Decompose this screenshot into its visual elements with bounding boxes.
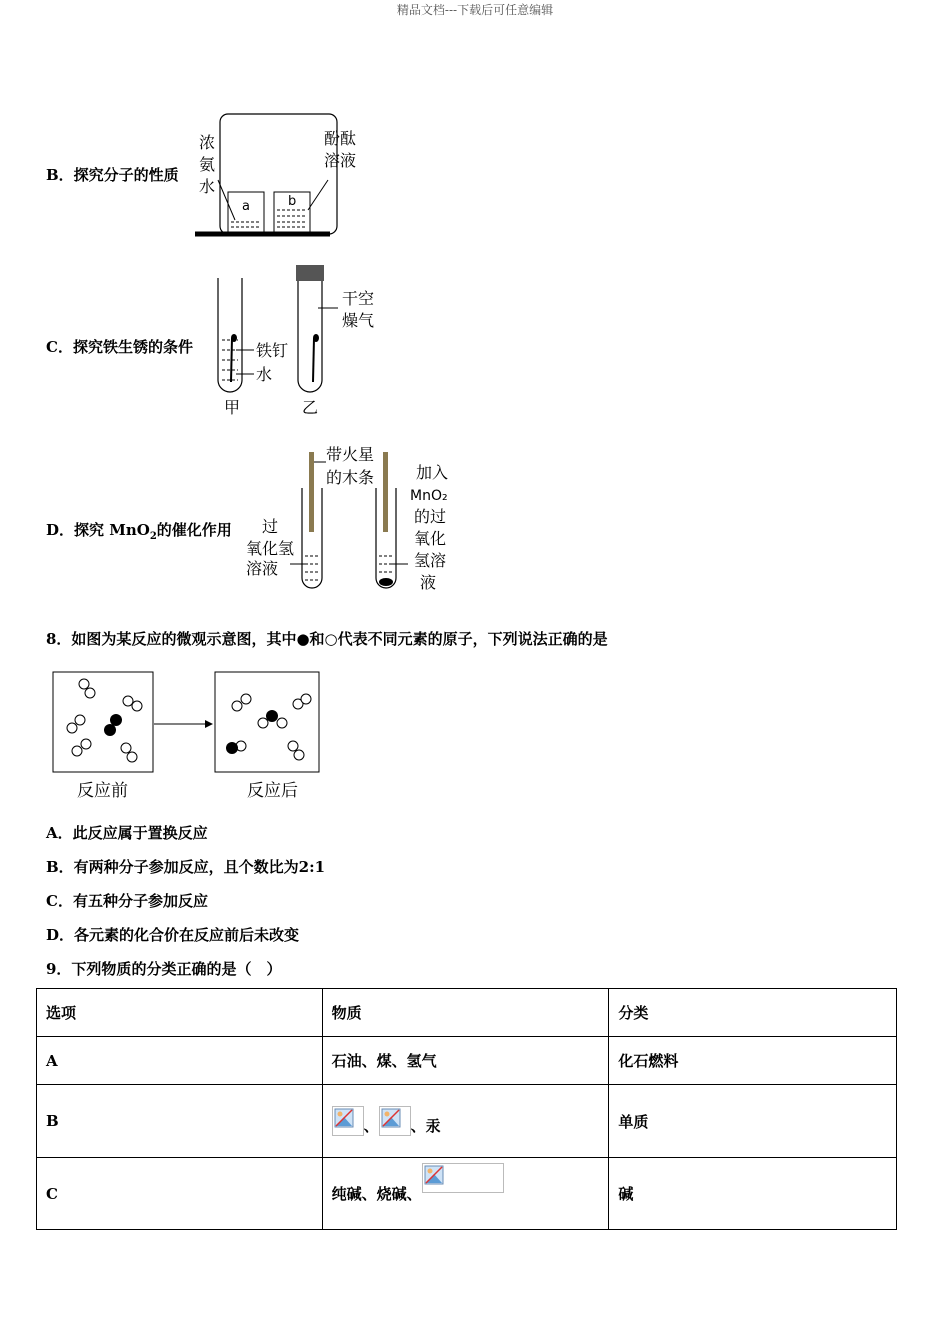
classification-table: [36, 988, 897, 1230]
svg-text:溶液: 溶液: [324, 151, 357, 170]
option-cell: A: [37, 1037, 323, 1085]
reaction-micro-figure: [50, 668, 330, 804]
svg-text:溶液: 溶液: [246, 559, 279, 578]
q9-stem: 9．下列物质的分类正确的是（ ）: [46, 960, 282, 978]
svg-text:的木条: 的木条: [326, 468, 375, 487]
svg-text:乙: 乙: [302, 398, 319, 417]
q8-stem: 8．如图为某反应的微观示意图，其中●和○代表不同元素的原子，下列说法正确的是: [46, 630, 608, 648]
option-cell: C: [37, 1158, 323, 1230]
class-cell: 单质: [609, 1085, 897, 1158]
molecule-diffusion-figure: [190, 110, 370, 240]
header-cell: 物质: [322, 989, 609, 1037]
substance-cell: 、 、汞: [322, 1085, 609, 1158]
broken-image-icon: [332, 1106, 364, 1136]
svg-text:氧化: 氧化: [414, 529, 447, 548]
svg-text:铁钉: 铁钉: [256, 341, 289, 360]
svg-text:甲: 甲: [224, 398, 241, 417]
substance-cell: 纯碱、烧碱、: [322, 1158, 609, 1230]
svg-text:氧化氢: 氧化氢: [246, 539, 295, 558]
iron-rust-figure: [210, 262, 400, 420]
broken-image-icon: [422, 1163, 504, 1193]
svg-text:的过: 的过: [414, 507, 447, 526]
option-cell: B: [37, 1085, 323, 1158]
svg-text:过: 过: [262, 517, 279, 536]
svg-text:液: 液: [420, 573, 437, 592]
class-cell: 化石燃料: [609, 1037, 897, 1085]
table-row: [37, 1158, 897, 1230]
q8-option-d: D．各元素的化合价在反应前后未改变: [46, 926, 300, 944]
svg-text:加入: 加入: [416, 463, 449, 482]
svg-text:浓: 浓: [199, 133, 216, 152]
table-row: [37, 1037, 897, 1085]
q7-option-c: C．探究铁生锈的条件: [46, 338, 193, 356]
q7-option-d: D．探究 MnO$_2$的催化作用: [46, 521, 232, 542]
q8-option-a: A．此反应属于置换反应: [46, 824, 208, 842]
svg-text:燥气: 燥气: [342, 311, 375, 330]
beaker-a-label: a: [242, 199, 250, 214]
svg-text:带火星: 带火星: [326, 445, 375, 464]
mno2-catalysis-figure: [242, 440, 462, 596]
svg-text:干空: 干空: [342, 289, 375, 308]
substance-cell: 石油、煤、氢气: [322, 1037, 609, 1085]
svg-text:氢溶: 氢溶: [414, 551, 447, 570]
table-header-row: [37, 989, 897, 1037]
q8-option-c: C．有五种分子参加反应: [46, 892, 208, 910]
svg-text:水: 水: [199, 177, 216, 196]
svg-text:酚酞: 酚酞: [324, 129, 357, 148]
svg-text:水: 水: [256, 365, 273, 384]
svg-text:反应后: 反应后: [247, 781, 298, 801]
broken-image-icon: [379, 1106, 411, 1136]
svg-text:MnO₂: MnO₂: [410, 488, 448, 504]
class-cell: 碱: [609, 1158, 897, 1230]
beaker-b-label: b: [288, 194, 297, 209]
q8-option-b: B．有两种分子参加反应，且个数比为2:1: [46, 858, 326, 876]
svg-text:氨: 氨: [199, 155, 216, 174]
page-header: 精品文档---下载后可任意编辑: [396, 3, 554, 17]
header-cell: 选项: [37, 989, 323, 1037]
q7-option-b: B．探究分子的性质: [46, 166, 179, 184]
header-cell: 分类: [609, 989, 897, 1037]
table-row: [37, 1085, 897, 1158]
svg-text:反应前: 反应前: [77, 781, 128, 801]
